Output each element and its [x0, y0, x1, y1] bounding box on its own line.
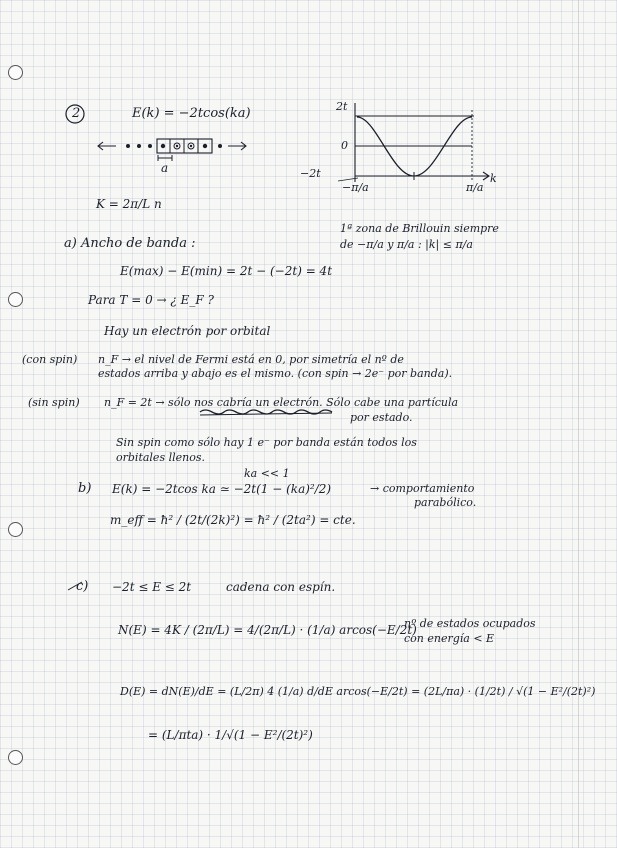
part-c-label: c) [76, 579, 89, 594]
state-count-note-line2: con energía < E [404, 632, 495, 645]
taylor-expansion: E(k) = −2tcos ka ≃ −2t(1 − (ka)²/2) [112, 482, 332, 496]
atom-dot [148, 144, 152, 148]
atom-dot [137, 144, 141, 148]
fermi-question: Para T = 0 → ¿ E_F ? [88, 293, 214, 307]
part-b-label: b) [78, 481, 92, 496]
without-spin-line2: por estado. [350, 411, 413, 424]
part-a-title: a) Ancho de banda : [64, 236, 196, 251]
plot-ytick-bottom: −2t [300, 167, 321, 180]
state-count-N: N(E) = 4K / (2π/L) = 4/(2π/L) · (1/a) arcos(−E/2t) [118, 623, 417, 637]
brillouin-zone-line2: de −π/a y π/a : |k| ≤ π/a [340, 238, 473, 251]
density-of-states-final: = (L/πta) · 1/√(1 − E²/(2t)²) [148, 728, 313, 742]
density-of-states: D(E) = dN(E)/dE = (L/2π) 4 (1/a) d/dE arcos(−E/2t) = (2L/πa) · (1/2t) / √(1 − E²/(2t)²) [120, 685, 596, 698]
parabolic-note-line2: parabólico. [414, 496, 477, 509]
one-electron-per-orbital: Hay un electrón por orbital [104, 324, 271, 338]
plot-xtick-left: −π/a [342, 181, 369, 194]
no-spin-note-line1: Sin spin como sólo hay 1 e⁻ por banda están todos los [116, 436, 417, 449]
brillouin-zone-line1: 1ª zona de Brillouin siempre [340, 222, 499, 235]
with-spin-label: (con spin) [22, 353, 78, 366]
plot-ytick-mid: 0 [341, 139, 348, 152]
with-spin-line2: estados arriba y abajo es el mismo. (con spin → 2e⁻ por banda). [98, 367, 453, 380]
lattice-spacing-label: a [161, 161, 169, 175]
energy-range: −2t ≤ E ≤ 2t [112, 580, 192, 594]
plot-xtick-right: π/a [466, 181, 484, 194]
atom-dot [126, 144, 130, 148]
band-plot [338, 103, 489, 182]
with-spin-line1: n_F → el nivel de Fermi está en 0, por simetría el nº de [98, 353, 404, 366]
bandwidth-result: E(max) − E(min) = 2t − (−2t) = 4t [120, 264, 333, 278]
dispersion-relation: E(k) = −2tcos(ka) [132, 106, 251, 121]
chain-with-spin: cadena con espín. [226, 580, 336, 594]
small-ka-condition: ka << 1 [244, 467, 290, 480]
effective-mass: m_eff = ħ² / (2t/(2k)²) = ħ² / (2ta²) = cte. [110, 513, 356, 527]
no-spin-note-line2: orbitales llenos. [116, 451, 205, 464]
k-quantization: K = 2π/L n [96, 197, 162, 211]
atom-dot [218, 144, 222, 148]
plot-xlabel: k [490, 172, 497, 185]
without-spin-label: (sin spin) [28, 396, 80, 409]
parabolic-note-line1: → comportamiento [370, 482, 475, 495]
problem-number: 2 [72, 106, 81, 121]
plot-ytick-top: 2t [336, 100, 348, 113]
state-count-note-line1: nº de estados ocupados [404, 617, 536, 630]
without-spin-line1: n_F = 2t → sólo nos cabría un electrón. Sólo cabe una partícula [104, 396, 459, 409]
